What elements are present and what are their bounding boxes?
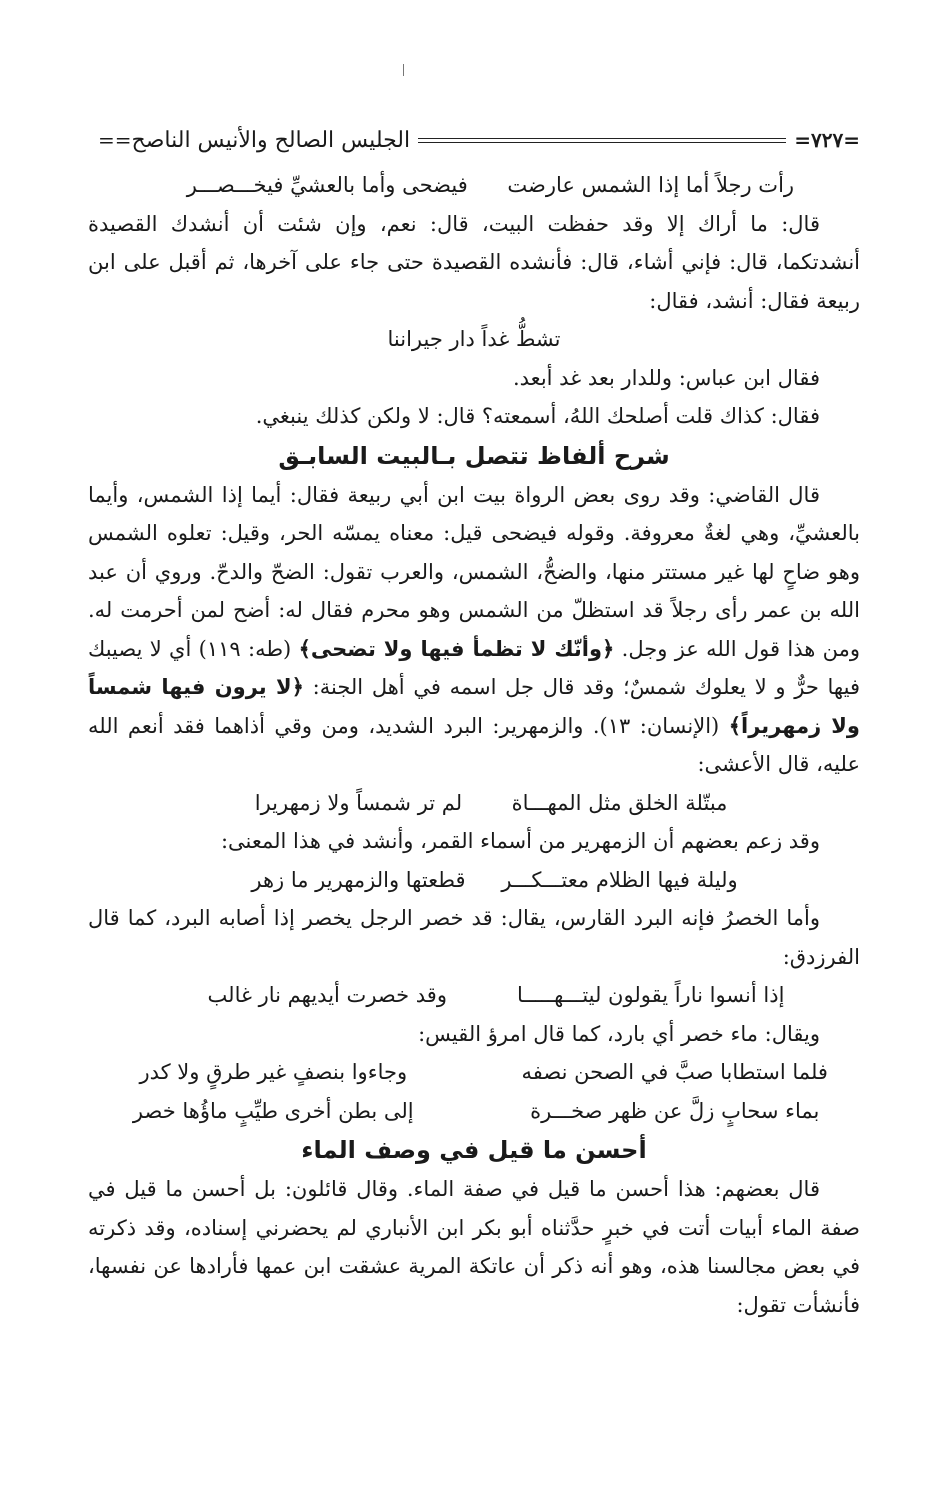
quran-quote: ﴿لا يرون فيها شمساً ولا زمهريراً﴾	[88, 675, 860, 738]
verse-hemistich-right: بماء سحابٍ زلَّ عن ظهر صخـــرة	[530, 1098, 820, 1123]
section-heading: شرح ألفاظ تتصل بـالبيت السابـق	[278, 441, 670, 470]
paragraph-text: (طه: ١١٩) أي لا يصيبك فيها حرٌّ و لا يعلوك شمسٌ؛ وقد قال جل اسمه في أهل الجنة:	[88, 636, 860, 699]
paragraph: وأما الخصرُ فإنه البرد القارس، يقال: قد خصر الرجل يخصر إذا أصابه البرد، كما قال الفرزدق:	[88, 906, 860, 969]
header-dash: ==	[98, 128, 132, 152]
verse-hemistich-right: مبتّلة الخلق مثل المهـــاة	[511, 790, 728, 815]
paragraph: وقد زعم بعضهم أن الزمهرير من أسماء القمر، وأنشد في هذا المعنى:	[220, 829, 820, 853]
verse-hemistich-left: قطعتها والزمهرير ما زهر	[251, 867, 466, 892]
paragraph: قال بعضهم: هذا أحسن ما قيل في صفة الماء. وقال قائلون: بل أحسن ما قيل في صفة الماء أبيات أتت في خبرٍ حدَّثناه أبو بكر ابن الأنباري لم يحضرني إسناده، وقد ذكرته في بعض مجالسنا هذه، وهو أنه ذكر أن عاتكة المرية عشقت ابن عمها فأرادها عن نفسها، فأنشأت تقول:	[88, 1177, 860, 1317]
verse-hemistich-left: فيضحى وأما بالعشيِّ فيخـــصـــر	[186, 173, 468, 197]
paragraph	[88, 476, 860, 784]
paragraph: قال: ما أراك إلا وقد حفظت البيت، قال: نعم، وإن شئت أن أنشدك القصيدة أنشدتكما، قال: فإني أشاء، قال: فأنشده القصيدة حتى جاء على آخرها، ثم أقبل على ابن ربيعة فقال: أنشد، فقال:	[88, 211, 860, 313]
verse-line	[88, 166, 860, 205]
verse-hemistich-right: فلما استطابا صبَّ في الصحن نصفه	[521, 1060, 828, 1084]
section-heading: أحسن ما قيل في وصف الماء	[301, 1136, 647, 1164]
verse-line	[88, 861, 860, 900]
verse-hemistich-left: إلى بطن أخرى طيِّبٍ ماؤُها خصر	[132, 1098, 414, 1123]
book-title: الجليس الصالح والأنيس الناصح	[131, 127, 411, 153]
header-rule	[418, 138, 786, 143]
running-header	[88, 122, 860, 158]
verse-hemistich-left: وقد خصرت أيديهم نار غالب	[207, 983, 447, 1007]
verse-line	[88, 1053, 860, 1092]
verse-line	[88, 976, 860, 1015]
paragraph-text: (الإنسان: ١٣). والزمهرير: البرد الشديد، ومن وقي أذاهما فقد أنعم الله عليه، قال الأعشى:	[88, 713, 860, 776]
verse-hemistich-right: رأت رجلاً أما إذا الشمس عارضت	[507, 173, 795, 197]
paragraph: ويقال: ماء خصر أي بارد، كما قال امرؤ القيس:	[418, 1021, 820, 1046]
verse-hemistich-right: وليلة فيها الظلام معتـــكـــر	[501, 867, 738, 892]
verse-hemistich-right: إذا أنسوا ناراً يقولون ليتـــهـــــا	[517, 983, 785, 1007]
page-body	[88, 166, 860, 1324]
paragraph-text: قال القاضي: وقد روى بعض الرواة بيت ابن أبي ربيعة فقال: أيما إذا الشمس، وأيما بالعشيِّ، وهي لغةٌ معروفة. وقوله فيضحى قيل: معناه يمسّه الحر، وقيل: تعلوه الشمس وهو ضاحٍ لها غير مستتر منها، والضحُّ، الشمس، والعرب تقول: الضحّ والدحّ. وروي أن عبد الله بن عمر رأى رجلاً قد استظلّ من الشمس وهو محرم فقال له: أضح لمن أحرمت له. ومن هذا قول الله عز وجل.	[88, 482, 860, 661]
page-number: =٧٢٧=	[794, 128, 860, 152]
verse-line	[88, 1092, 860, 1131]
quran-quote: ﴿وأنّك لا تظمأ فيها ولا تضحى﴾	[298, 636, 615, 661]
paragraph: فقال: كذاك قلت أصلحك اللهُ، أسمعته؟ قال: لا ولكن كذلك ينبغي.	[255, 404, 820, 428]
verse-hemistich-left: وجاءوا بنصفٍ غير طرقٍ ولا كدر	[139, 1060, 408, 1084]
paragraph: فقال ابن عباس: وللدار بعد غد أبعد.	[512, 365, 820, 390]
top-mark	[403, 64, 404, 76]
verse-single: تشطُّ غداً دار جيراننا	[387, 327, 561, 351]
verse-hemistich-left: لم تر شمساً ولا زمهريرا	[254, 790, 463, 815]
verse-line	[88, 784, 860, 823]
